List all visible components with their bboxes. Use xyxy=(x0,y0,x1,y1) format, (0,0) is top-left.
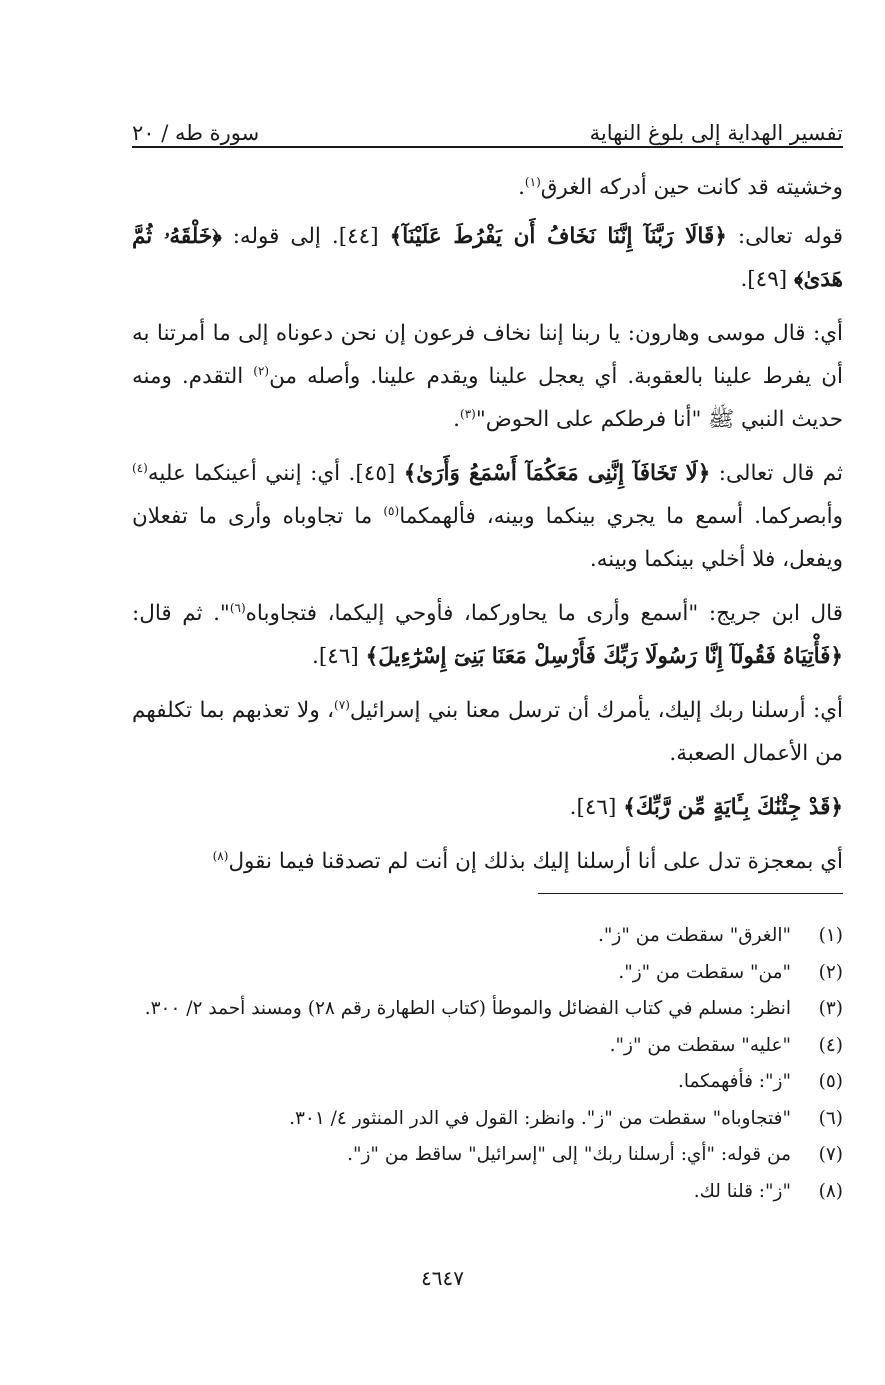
footnote-text: "فتجاوباه" سقطت من "ز". وانظر: القول في الدر المنثور ٤/ ٣٠١. xyxy=(289,1107,791,1129)
footnote-text: "من" سقطت من "ز". xyxy=(618,961,791,983)
running-header xyxy=(132,104,843,144)
paragraph-8: أي بمعجزة تدل على أنا أرسلنا إليك بذلك إن أنت لم تصدقنا فيما نقول$^{(٨)}$ xyxy=(212,848,843,874)
quran-verse: ﴿قَدْ جِئْنَٰكَ بِـَٔايَةٍ مِّن رَّبِّكَ﴾ xyxy=(623,795,843,820)
footnote-number: (٥) xyxy=(818,1071,843,1092)
footnote-text: "ز": فأفهمكما. xyxy=(677,1071,791,1092)
footnote-number: (٤) xyxy=(818,1034,843,1056)
footnote-number: (٢) xyxy=(818,961,843,983)
page-number: ٤٦٤٧ xyxy=(421,1266,464,1290)
quran-verse: ﴿فَأْتِيَاهُ فَقُولَآ إِنَّا رَسُولَا رَبِّكَ فَأَرْسِلْ مَعَنَا بَنِىٓ إِسْرَٰٓءِيلَ﴾ xyxy=(365,644,843,669)
paragraph-3: أي: قال موسى وهارون: يا ربنا إننا نخاف فرعون إن نحن دعوناه إلى ما أمرتنا به أن يفرط علينا بالعقوبة. أي يعجل علينا ويقدم علينا. وأصله من$^{(٢)}$ التقدم. ومنه حديث النبي ﷺ "أنا فرطكم على الحوض"$^{(٣)}$. xyxy=(132,321,844,432)
footnote-text: "عليه" سقطت من "ز". xyxy=(609,1034,791,1056)
quran-verse: ﴿خَلْقَهُۥ ثُمَّ هَدَىٰ﴾ xyxy=(132,224,843,292)
footnote-item xyxy=(132,1137,843,1174)
paragraph-6: أي: أرسلنا ربك إليك، يأمرك أن ترسل معنا بني إسرائيل$^{(٧)}$، ولا تعذبهم بما تكلفهم من الأعمال الصعبة. xyxy=(132,697,843,766)
footnote-ref-8: (٨) xyxy=(212,848,229,863)
footnote-ref-4: (٤) xyxy=(132,460,148,475)
footnote-ref-7: (٧) xyxy=(334,697,350,712)
main-text xyxy=(132,166,843,894)
quran-verse: ﴿قَالَا رَبَّنَآ إِنَّنَا نَخَافُ أَن يَفْرُطَ عَلَيْنَآ﴾ xyxy=(389,224,727,249)
footnote-text: من قوله: "أي: أرسلنا ربك" إلى "إسرائيل" ساقط من "ز". xyxy=(347,1144,791,1165)
footnote-number: (٣) xyxy=(818,998,843,1019)
footnote-ref-6: (٦) xyxy=(229,600,246,615)
footnote-text: "الغرق" سقطت من "ز". xyxy=(598,925,791,946)
header-divider xyxy=(132,146,843,148)
footnote-item xyxy=(132,1101,843,1138)
footnote-ref-3: (٣) xyxy=(460,406,476,421)
footnote-number: (١) xyxy=(818,925,843,946)
footnote-item xyxy=(132,955,843,992)
footnote-number: (٦) xyxy=(818,1107,843,1129)
footnote-divider xyxy=(538,893,843,894)
footnote-item xyxy=(132,1028,843,1065)
footnote-item xyxy=(132,991,843,1028)
paragraph-1: وخشيته قد كانت حين أدركه الغرق$^{(١)}$. xyxy=(518,174,843,200)
footnote-text: "ز": قلنا لك. xyxy=(693,1180,791,1202)
footnote-item xyxy=(132,918,843,955)
paragraph-5: قال ابن جريج: "أسمع وأرى ما يحاوركما، فأوحي إليكما، فتجاوباه$^{(٦)}$". ثم قال: ﴿فَأْتِيَاهُ فَقُولَآ إِنَّا رَسُولَا رَبِّكَ فَأَرْسِلْ مَعَنَا بَنِىٓ إِسْرَٰٓءِيلَ﴾ [٤٦]. xyxy=(132,600,843,669)
quran-verse: ﴿لَا تَخَافَآ إِنَّنِى مَعَكُمَآ أَسْمَعُ وَأَرَىٰ﴾ xyxy=(403,461,711,486)
footnote-ref-5: (٥) xyxy=(383,503,400,518)
footnote-ref-1: (١) xyxy=(524,174,541,189)
footnote-item xyxy=(132,1174,843,1211)
surah-reference: سورة طه / ٢٠ xyxy=(132,121,260,145)
book-title: تفسير الهداية إلى بلوغ النهاية xyxy=(589,121,843,145)
footnote-number: (٨) xyxy=(818,1180,843,1202)
footnote-number: (٧) xyxy=(818,1144,843,1165)
footnotes-list xyxy=(132,918,843,1210)
footnote-ref-2: (٢) xyxy=(253,363,270,378)
paragraph-2: قوله تعالى: ﴿قَالَا رَبَّنَآ إِنَّنَا نَخَافُ أَن يَفْرُطَ عَلَيْنَآ﴾ [٤٤]. إلى قوله: ﴿خَلْقَهُۥ ثُمَّ هَدَىٰ﴾ [٤٩]. xyxy=(132,224,843,292)
paragraph-7: ﴿قَدْ جِئْنَٰكَ بِـَٔايَةٍ مِّن رَّبِّكَ﴾ [٤٦]. xyxy=(569,795,843,820)
footnote-item xyxy=(132,1064,843,1101)
footnote-text: انظر: مسلم في كتاب الفضائل والموطأ (كتاب الطهارة رقم ٢٨) ومسند أحمد ٢/ ٣٠٠. xyxy=(144,998,791,1019)
paragraph-4: ثم قال تعالى: ﴿لَا تَخَافَآ إِنَّنِى مَعَكُمَآ أَسْمَعُ وَأَرَىٰ﴾ [٤٥]. أي: إنني أعينكما عليه$^{(٤)}$ وأبصركما. أسمع ما يجري بينكما وبينه، فألهمكما$^{(٥)}$ ما تجاوباه وأرى ما تفعلان ويفعل، فلا أخلي بينكما وبينه. xyxy=(132,460,844,572)
